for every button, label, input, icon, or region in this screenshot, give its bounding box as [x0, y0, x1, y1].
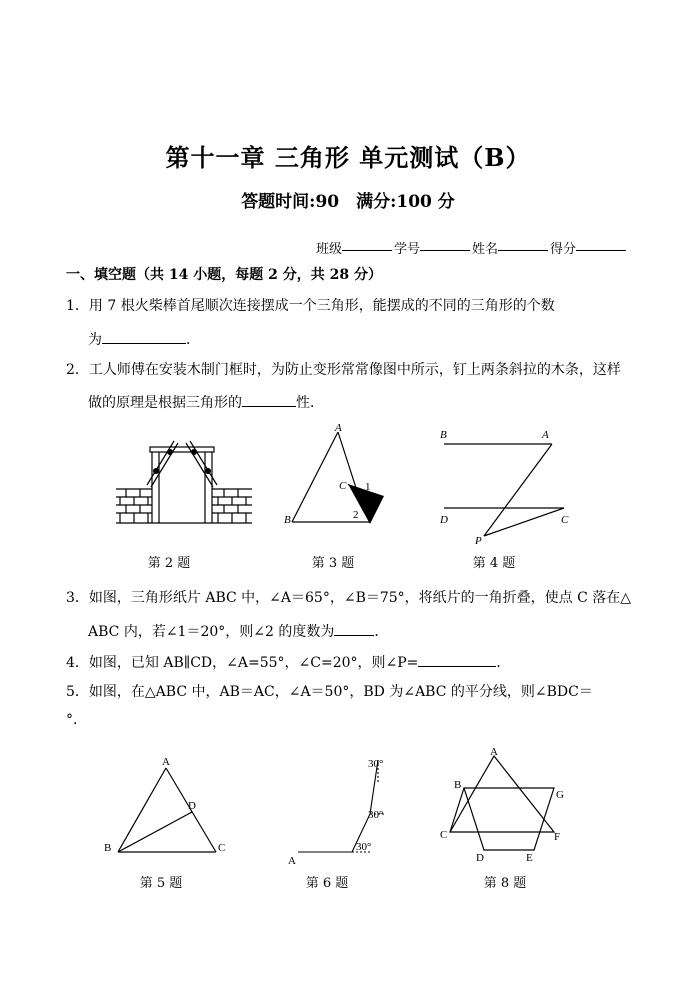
- q2-suffix: 性．: [296, 395, 324, 411]
- fig5-label-c: C: [218, 842, 226, 854]
- q1-line1: 1．用 7 根火柴棒首尾顺次连接摆成一个三角形，能摆成的不同的三角形的个数: [66, 298, 555, 314]
- id-blank: [420, 238, 470, 251]
- class-label: 班级: [315, 242, 342, 257]
- score-blank: [576, 238, 626, 251]
- section-heading: 一、填空题（共 14 小题，每题 2 分，共 28 分）: [66, 267, 382, 283]
- fig4-label-c: C: [561, 514, 569, 526]
- fig8-label-f: F: [554, 831, 561, 843]
- fig6-angle-top: 30°: [368, 758, 384, 770]
- fig2-door-frame-diagram: [112, 437, 257, 527]
- name-label: 姓名: [471, 242, 498, 257]
- q2-line1: 2．工人师傅在安装木制门框时，为防止变形常常像图中所示，钉上两条斜拉的木条，这样: [66, 362, 621, 378]
- fig4-label-b: B: [440, 429, 447, 441]
- q4-line: [66, 652, 510, 672]
- fig5-label-b: B: [104, 842, 112, 854]
- fig8-label-g: G: [556, 789, 564, 801]
- fig4-parallel-lines-diagram: [436, 426, 581, 546]
- q1-line2: [88, 329, 200, 349]
- fig8-label-a: A: [490, 746, 498, 758]
- q2-answer-blank: [242, 392, 296, 407]
- q2-line2: [88, 392, 324, 412]
- q1-prefix: 为: [88, 332, 102, 348]
- fig6-angle-path-diagram: [284, 752, 394, 867]
- fig8-label-c: C: [440, 829, 448, 841]
- q5-line2: °．: [66, 712, 87, 728]
- fig3-label-2: 2: [353, 509, 359, 521]
- fig4-label-p: P: [475, 535, 482, 547]
- score-label: 得分: [549, 242, 576, 257]
- fig3-label-c: C: [339, 480, 347, 492]
- name-blank: [498, 238, 548, 251]
- student-info-line: [316, 238, 628, 257]
- page-title: 第十一章 三角形 单元测试（B）: [165, 143, 531, 172]
- q4-prefix: 4．如图，已知 AB∥CD，∠A=55°，∠C=20°，则∠P=: [66, 655, 419, 671]
- q2-prefix: 做的原理是根据三角形的: [88, 395, 242, 411]
- fig8-caption: 第 8 题: [483, 876, 527, 891]
- fig8-label-e: E: [526, 852, 533, 864]
- q3-line1: 3．如图，三角形纸片 ABC 中，∠A＝65°，∠B＝75°，将纸片的一角折叠，使点 C 落在△: [66, 590, 632, 606]
- class-blank: [342, 238, 392, 251]
- fig6-angle-middle: 30°: [368, 809, 384, 821]
- exam-subtitle: 答题时间:90 满分:100 分: [241, 192, 455, 212]
- fig6-angle-bottom: 30°: [356, 841, 372, 853]
- q3-suffix: ．: [374, 624, 389, 640]
- id-label: 学号: [393, 242, 420, 257]
- fig3-label-b: B: [284, 514, 291, 526]
- fig3-label-1: 1: [365, 481, 371, 493]
- fig4-label-d: D: [440, 514, 448, 526]
- q4-suffix: ．: [496, 655, 511, 671]
- q3-prefix: ABC 内，若∠1＝20°，则∠2 的度数为: [88, 624, 335, 640]
- fig3-label-a: A: [335, 422, 342, 434]
- fig6-label-a: A: [288, 855, 296, 867]
- fig5-label-d: D: [188, 800, 196, 812]
- fig8-label-d: D: [476, 852, 484, 864]
- fig5-label-a: A: [162, 756, 170, 768]
- fig2-caption: 第 2 题: [147, 556, 191, 571]
- fig6-caption: 第 6 题: [305, 876, 349, 891]
- q4-answer-blank: [418, 652, 496, 667]
- fig8-label-b: B: [454, 779, 462, 791]
- fig3-folded-triangle-diagram: [282, 422, 392, 527]
- q3-answer-blank: [334, 621, 374, 636]
- q5-line1: 5．如图，在△ABC 中，AB＝AC，∠A＝50°，BD 为∠ABC 的平分线，则∠BDC＝: [66, 684, 593, 700]
- fig5-triangle-bisector-diagram: [100, 752, 240, 862]
- fig5-caption: 第 5 题: [139, 876, 183, 891]
- fig3-caption: 第 3 题: [311, 556, 355, 571]
- fig8-star-diagram: [434, 744, 574, 869]
- fig4-caption: 第 4 题: [472, 556, 516, 571]
- fig4-label-a: A: [542, 429, 549, 441]
- q1-answer-blank: [102, 329, 186, 344]
- q3-line2: [88, 621, 388, 641]
- q1-suffix: ．: [186, 332, 200, 348]
